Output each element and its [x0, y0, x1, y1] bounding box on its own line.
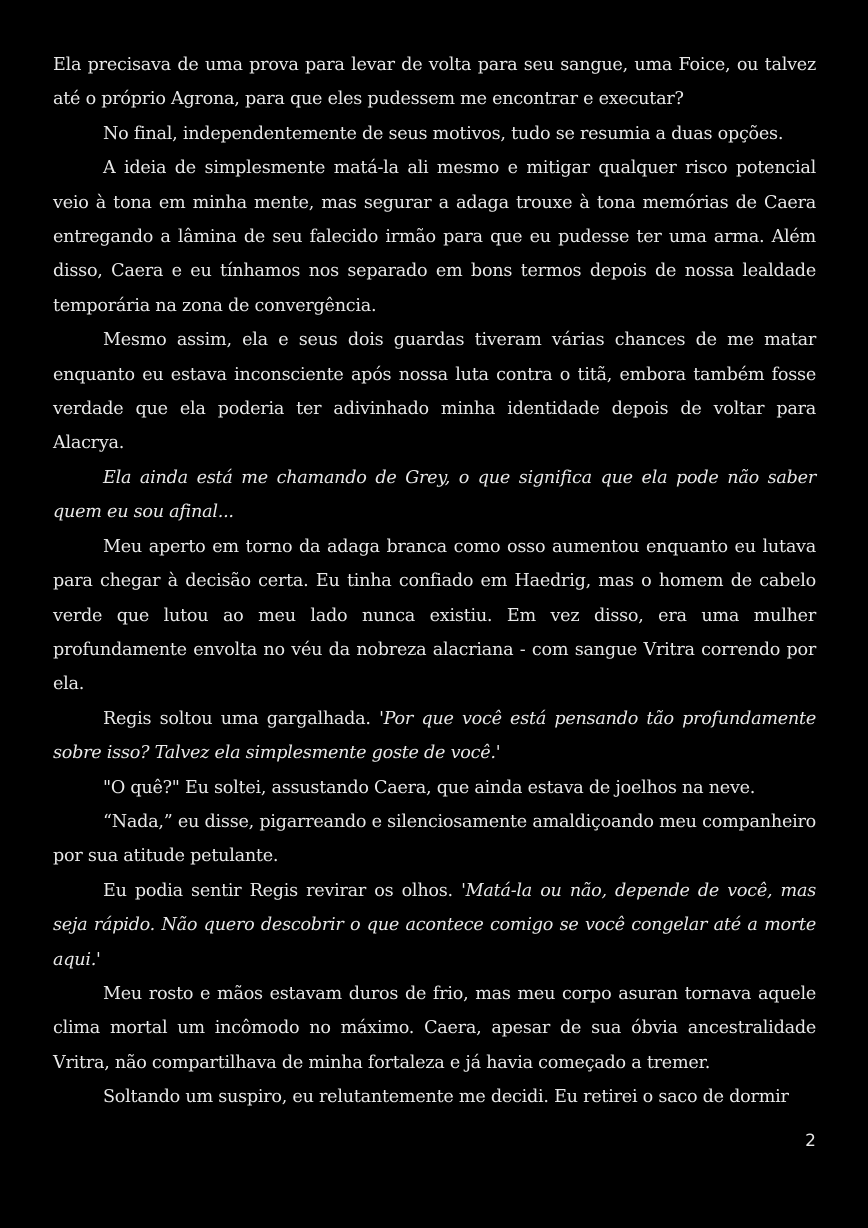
- paragraph-8: [53, 771, 816, 805]
- paragraph-3: [53, 151, 816, 323]
- paragraph-text: Meu rosto e mãos estavam duros de frio, mas meu corpo asuran tornava aquele clima mortal um incômodo no máximo. Caera, apesar de sua óbvia ancestralidade Vritra, não compartilhava de minha fortaleza e já havia começado a tremer.: [53, 983, 816, 1073]
- page-body: [53, 48, 816, 1115]
- paragraph-text: Ela precisava de uma prova para levar de volta para seu sangue, uma Foice, ou talvez até o próprio Agrona, para que eles pudessem me encontrar e executar?: [53, 55, 816, 110]
- paragraph-2: [53, 117, 816, 151]
- paragraph-4: [53, 323, 816, 461]
- paragraph-7: [53, 702, 816, 771]
- paragraph-1: [53, 48, 816, 117]
- paragraph-text: Mesmo assim, ela e seus dois guardas tiveram várias chances de me matar enquanto eu estava inconsciente após nossa luta contra o titã, embora também fosse verdade que ela poderia ter adivinhado minha identidade depois de voltar para Alacrya.: [53, 330, 816, 454]
- paragraph-12: [53, 1080, 816, 1114]
- italic-thought-text: Ela ainda está me chamando de Grey, o que significa que ela pode não saber quem eu sou afinal...: [53, 467, 816, 523]
- paragraph-text: Soltando um suspiro, eu relutantemente me decidi. Eu retirei o saco de dormir: [103, 1087, 789, 1108]
- paragraph-text: "O quê?" Eu soltei, assustando Caera, que ainda estava de joelhos na neve.: [103, 777, 756, 798]
- paragraph-5-thought: [53, 461, 816, 530]
- paragraph-text: Meu aperto em torno da adaga branca como osso aumentou enquanto eu lutava para chegar à decisão certa. Eu tinha confiado em Haedrig, mas o homem de cabelo verde que lutou ao meu lado nunca existiu. Em vez disso, era uma mulher profundamente envolta no véu da nobreza alacriana - com sangue Vritra correndo por ela.: [53, 536, 816, 695]
- italic-thought-text: 'Por que você está pensando tão profundamente sobre isso? Talvez ela simplesmente goste de você.': [53, 708, 816, 764]
- paragraph-text: “Nada,” eu disse, pigarreando e silenciosamente amaldiçoando meu companheiro por sua atitude petulante.: [53, 811, 816, 867]
- paragraph-6: [53, 530, 816, 702]
- paragraph-9: [53, 805, 816, 874]
- paragraph-text: No final, independentemente de seus motivos, tudo se resumia a duas opções.: [103, 123, 784, 144]
- paragraph-11: [53, 977, 816, 1080]
- paragraph-10: [53, 874, 816, 977]
- page-number: 2: [805, 1131, 816, 1151]
- italic-thought-text: 'Matá-la ou não, depende de você, mas seja rápido. Não quero descobrir o que acontece comigo se você congelar até a morte aqui.': [53, 880, 816, 970]
- paragraph-text: Eu podia sentir Regis revirar os olhos.: [103, 880, 462, 901]
- paragraph-text: Regis soltou uma gargalhada.: [103, 708, 380, 729]
- paragraph-text: A ideia de simplesmente matá-la ali mesmo e mitigar qualquer risco potencial veio à tona em minha mente, mas segurar a adaga trouxe à tona memórias de Caera entregando a lâmina de seu falecido irmão para que eu pudesse ter uma arma. Além disso, Caera e eu tínhamos nos separado em bons termos depois de nossa lealdade temporária na zona de convergência.: [53, 158, 816, 316]
